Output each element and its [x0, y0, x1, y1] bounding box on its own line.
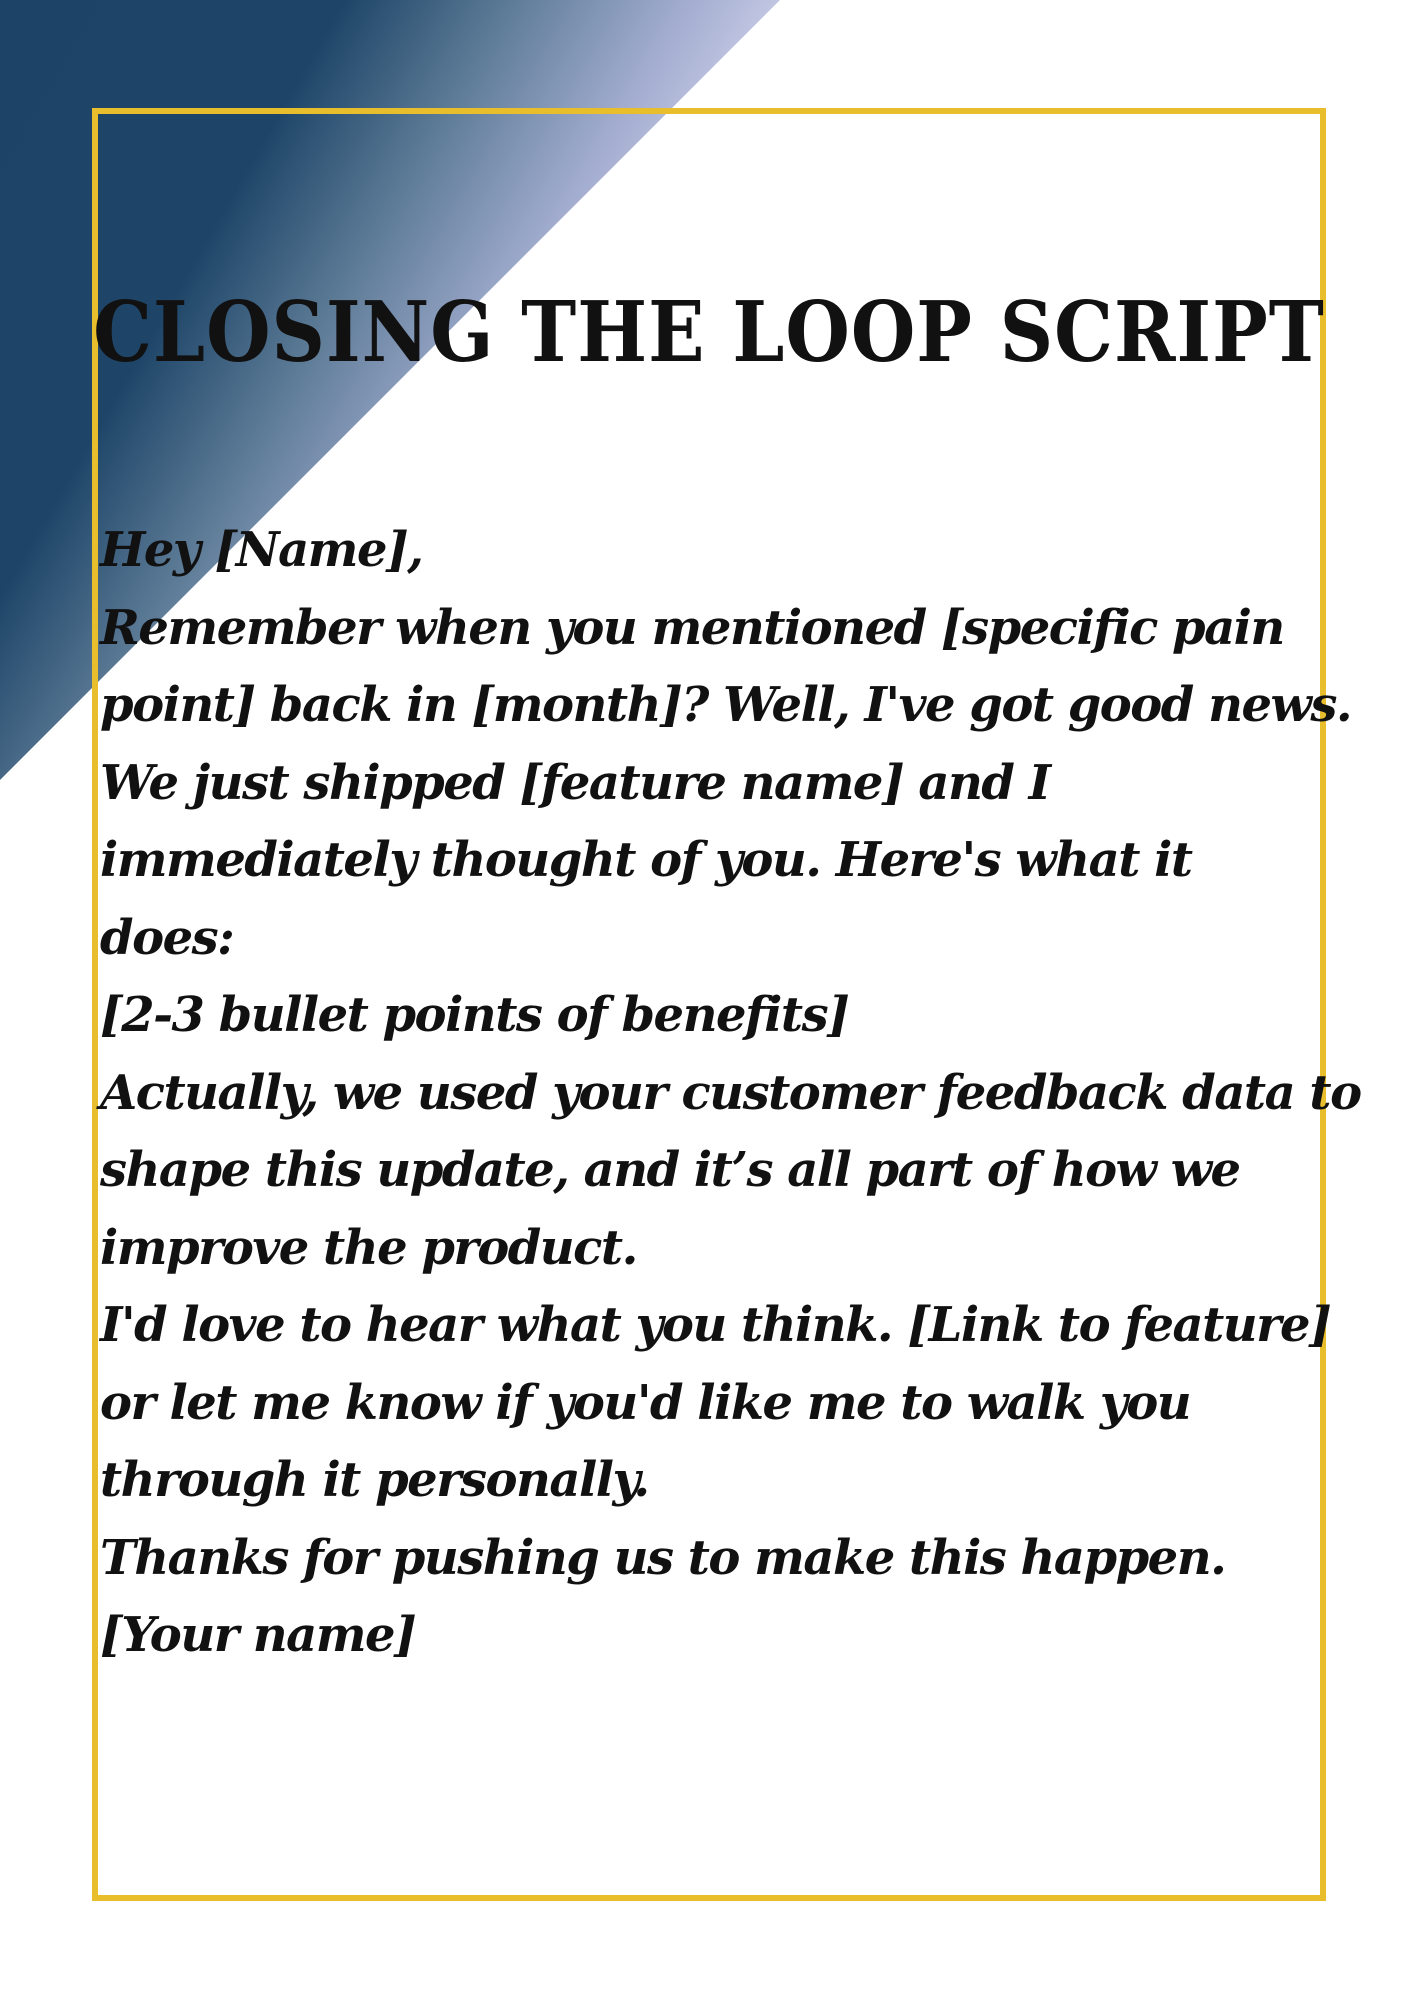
- signature-line: [Your name]: [100, 1607, 416, 1663]
- greeting-line: Hey [Name],: [100, 522, 423, 578]
- body-line: improve the product.: [100, 1219, 637, 1276]
- body-line: shape this update, and it’s all part of how we: [100, 1142, 1240, 1198]
- body-line: immediately thought of you. Here's what it: [100, 832, 1192, 888]
- body-line: through it personally.: [100, 1452, 649, 1508]
- body-line: does:: [100, 909, 234, 966]
- body-line: Thanks for pushing us to make this happen.: [100, 1529, 1226, 1586]
- body-line: Remember when you mentioned [specific pain: [100, 599, 1284, 656]
- body-line: point] back in [month]? Well, I've got good news.: [100, 677, 1352, 733]
- script-body: [100, 512, 1361, 1675]
- body-line: I'd love to hear what you think. [Link to feature]: [100, 1297, 1331, 1353]
- body-line: Actually, we used your customer feedback data to: [100, 1064, 1361, 1121]
- page-title: CLOSING THE LOOP SCRIPT: [93, 284, 1325, 382]
- body-line: or let me know if you'd like me to walk you: [100, 1374, 1191, 1431]
- body-line: We just shipped [feature name] and I: [100, 754, 1050, 811]
- body-line: [2-3 bullet points of benefits]: [100, 987, 849, 1043]
